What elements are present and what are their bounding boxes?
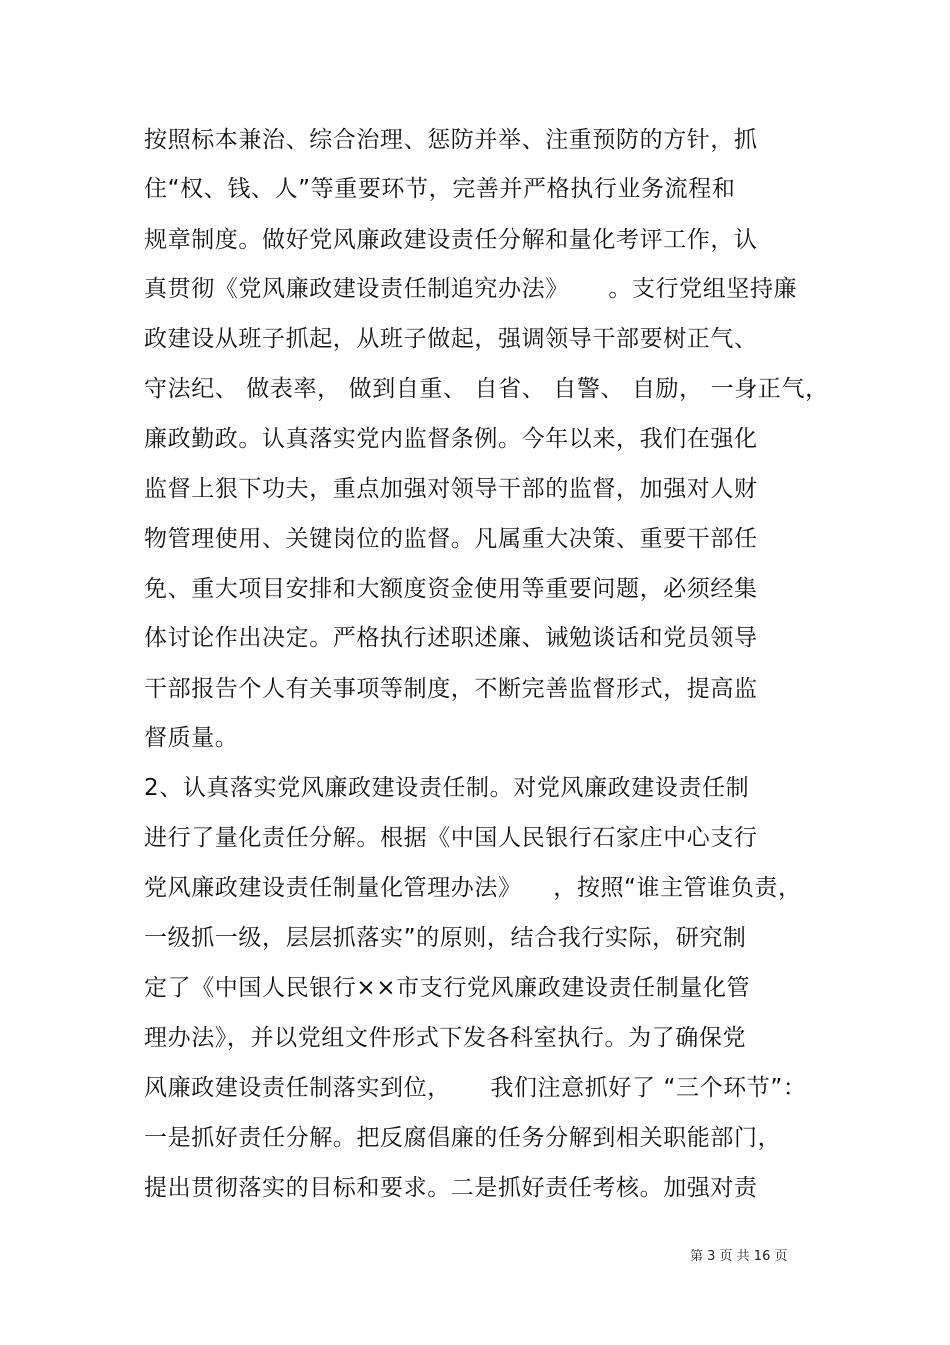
text-line: 党风廉政建设责任制量化管理办法》 ，按照“谁主管谁负责， bbox=[144, 875, 802, 901]
page-number: 第 3 页 共 16 页 bbox=[690, 1249, 788, 1264]
text-line: 守法纪、 做表率， 做到自重、 自省、 自警、 自励， 一身正气， bbox=[144, 376, 829, 402]
text-line: 监督上狠下功夫，重点加强对领导干部的监督，加强对人财 bbox=[144, 476, 758, 502]
text-line: 进行了量化责任分解。根据《中国人民银行石家庄中心支行 bbox=[144, 825, 758, 851]
text-line: 真贯彻《党风廉政建设责任制追究办法》 。支行党组坚持廉 bbox=[144, 276, 798, 302]
text-line: 督质量。 bbox=[144, 725, 239, 751]
text-line: 一级抓一级，层层抓落实”的原则，结合我行实际，研究制 bbox=[144, 925, 747, 951]
text-line: 体讨论作出决定。严格执行述职述廉、诫勉谈话和党员领导 bbox=[144, 625, 758, 651]
text-line: 一是抓好责任分解。把反腐倡廉的任务分解到相关职能部门， bbox=[144, 1125, 782, 1151]
text-line: 提出贯彻落实的目标和要求。二是抓好责任考核。加强对责 bbox=[144, 1175, 758, 1201]
text-line: 干部报告个人有关事项等制度，不断完善监督形式，提高监 bbox=[144, 676, 758, 702]
text-line: 政建设从班子抓起，从班子做起，强调领导干部要树正气、 bbox=[144, 326, 758, 352]
text-line: 规章制度。做好党风廉政建设责任分解和量化考评工作，认 bbox=[144, 227, 758, 253]
text-line: 按照标本兼治、综合治理、惩防并举、注重预防的方针，抓 bbox=[144, 127, 758, 153]
text-line: 免、重大项目安排和大额度资金使用等重要问题，必须经集 bbox=[144, 576, 758, 602]
text-line: 风廉政建设责任制落实到位， 我们注意抓好了 “三个环节”： bbox=[144, 1075, 807, 1101]
text-line: 物管理使用、关键岗位的监督。凡属重大决策、重要干部任 bbox=[144, 526, 758, 552]
text-line: 定了《中国人民银行××市支行党风廉政建设责任制量化管 bbox=[144, 975, 751, 1001]
text-line: 住“权、钱、人”等重要环节，完善并严格执行业务流程和 bbox=[144, 176, 736, 202]
text-line: 廉政勤政。认真落实党内监督条例。今年以来，我们在强化 bbox=[144, 426, 758, 452]
text-line: 理办法》，并以党组文件形式下发各科室执行。为了确保党 bbox=[144, 1025, 747, 1051]
text-line: 2、认真落实党风廉政建设责任制。对党风廉政建设责任制 bbox=[144, 775, 750, 801]
